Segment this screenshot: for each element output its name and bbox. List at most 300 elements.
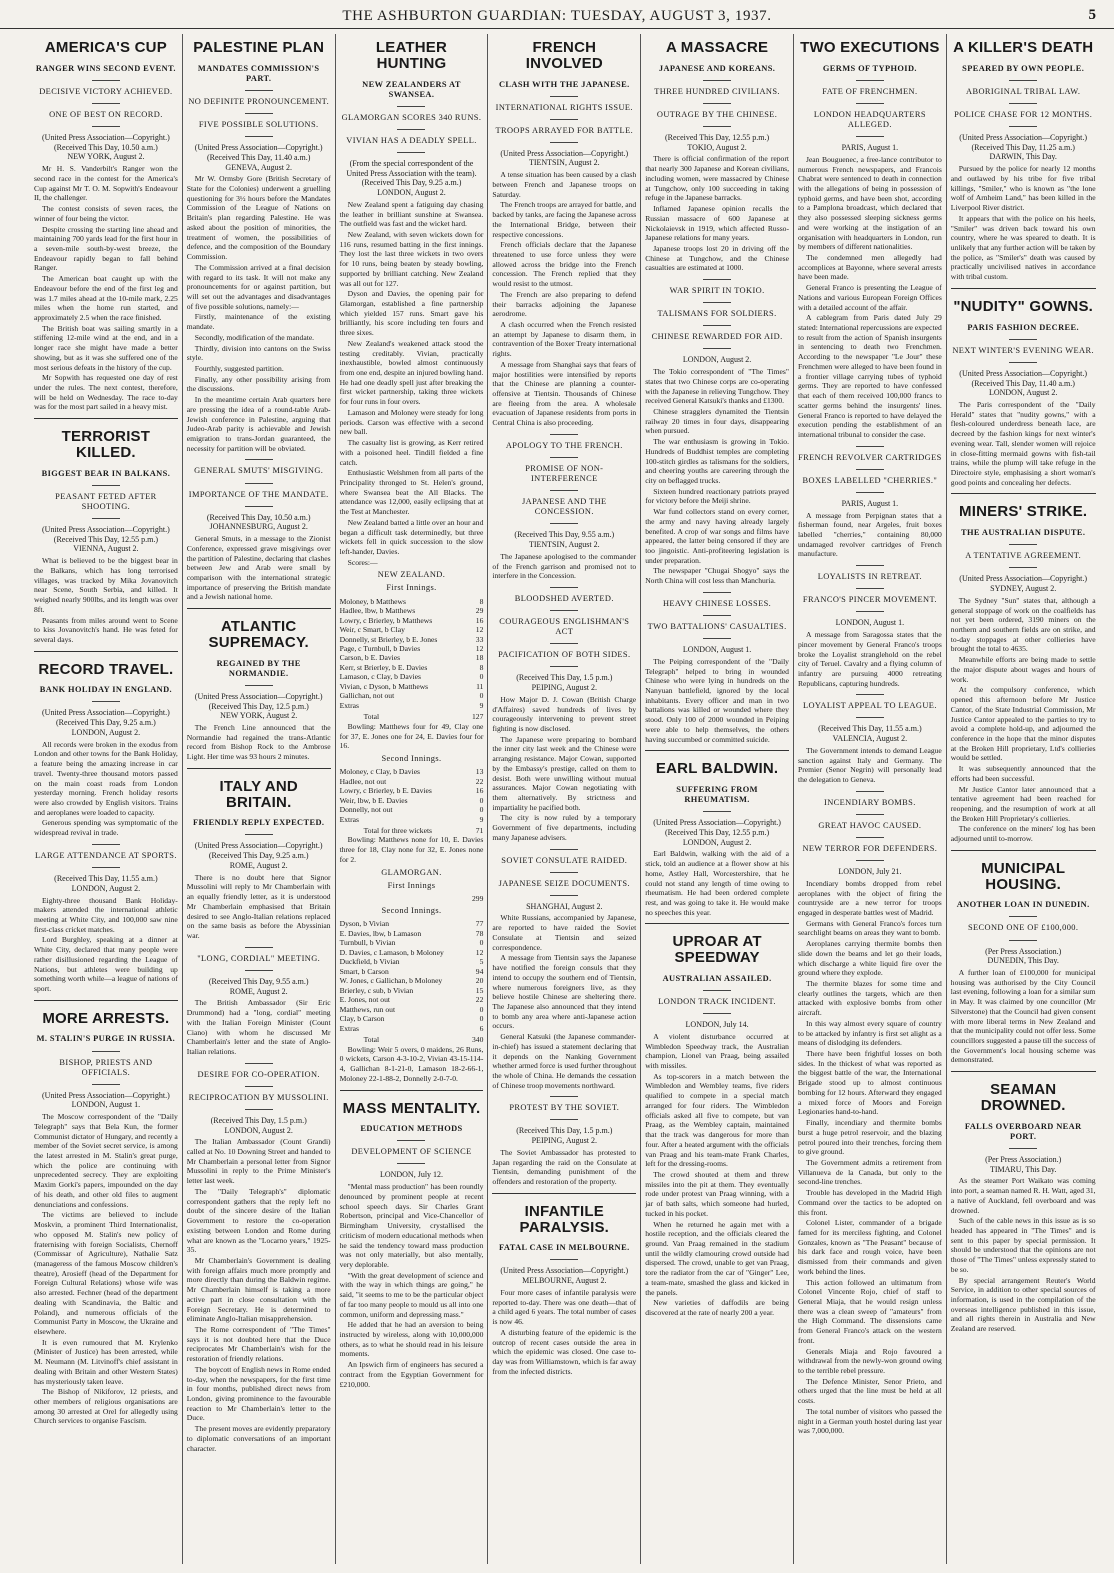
dateline (951, 1155, 1096, 1175)
subheadline: LOYALISTS IN RETREAT. (817, 572, 923, 582)
headline: RECORD TRAVEL. (38, 660, 174, 678)
subheadline: SUFFERING FROM RHEUMATISM. (676, 785, 758, 805)
innings-title: Second Innings. (381, 754, 442, 764)
section-rule (703, 990, 731, 991)
dateline-line: PEIPING, August 2. (531, 1136, 597, 1146)
article (951, 493, 1096, 843)
paragraph: Such of the cable news in this issue as is so headed has appeared in "The Times" and is sent to this paper by special permission. It should be understood that the opinions are not those of "The Times" unless expressly stated to be so. (950, 1216, 1096, 1274)
dateline-line: LONDON, July 14. (685, 1020, 749, 1030)
subheadline: PEASANT FETED AFTER SHOOTING. (55, 491, 157, 511)
runs: 299 (472, 893, 484, 903)
bowling-figures: Bowling: Matthews none for 10, E. Davies three for 18, Clay none for 32, E. Jones none for 2. (339, 835, 484, 864)
paragraph: A message from Perpignan states that a fisherman found, near Argeles, fruit boxes labelled "cherries," containing 80,000 undamaged revolver cartridges of French manufacture. (797, 510, 942, 559)
column (30, 34, 183, 1564)
article-separator (492, 1193, 636, 1194)
paragraph: The Japanese apologised to the commander of the French garrison and promised not to interfere in the Concession. (492, 551, 637, 581)
innings-title: First Innings. (386, 583, 437, 593)
article-body (187, 534, 331, 602)
article-body (187, 723, 331, 762)
article (798, 565, 942, 688)
article-body (340, 200, 484, 1084)
subheadline: FALLS OVERBOARD NEAR PORT. (964, 1121, 1082, 1141)
runs: 11 (476, 681, 484, 691)
paragraph: Mr Chamberlain's Government is dealing with foreign affairs much more promptly and more directly than during the Baldwin regime. Mr Chamberlain himself is taking a more active part in close consultation with the Foreign Secretary. He is determined to eliminate Anglo-Italian misapprehension. (186, 1255, 331, 1324)
runs: 0 (479, 938, 484, 948)
score-line (340, 894, 484, 903)
subheadline: NEW TERROR FOR DEFENDERS. (802, 843, 938, 853)
dateline (645, 355, 789, 365)
dateline (34, 133, 178, 162)
batsman: Lowry, c Brierley, b E. Davies (339, 786, 432, 796)
paragraph: New Zealand, with seven wickets down for 116 runs, resumed batting in the first innings. They lost the last three wickets in two overs for 10 runs, being beaten by steady bowling, supported by brilliant catching. New Zealand was all out for 127. (339, 229, 484, 288)
runs: 0 (479, 691, 484, 701)
article-separator (951, 850, 1096, 851)
section-rule (856, 492, 884, 493)
dateline-line: (United Press Association—Copyright.) (959, 574, 1088, 584)
paragraph: By special arrangement Reuter's World Service, in addition to other special sources of information, is used in the compilation of the overseas intelligence published in this issue, and all rights therein in Australia and New Zealand are reserved. (950, 1275, 1096, 1334)
subheadline: RANGER WINS SECOND EVENT. (35, 63, 176, 73)
score-line (340, 597, 484, 606)
section-rule (550, 666, 578, 667)
paragraph: This action followed an ultimatum from Colonel Vincente Rojo, chief of staff to General Miaja, that he would resign unless there was a clean sweep of "amateurs" from the High Command. The dissensions came from General Franco's attack on the western front. (797, 1277, 942, 1345)
article (645, 279, 789, 586)
section-rule (92, 518, 120, 519)
paragraph: Mr Justice Cantor later announced that a tentative agreement had been reached for reopening, and the resumption of work at all the Broken Hill Proprietary's collieries. (950, 784, 1096, 823)
dateline-line: (United Press Association—Copyright.) (194, 691, 323, 701)
dateline-line: JOHANNESBURG, August 2. (209, 522, 308, 532)
paragraph: The British boat was sailing smartly in a stiffening 12-mile wind at the end, and in a longer race she might have made a better showing, but as it was she suffered one of the most serious defeats in the history of the cup. (34, 323, 178, 372)
section-rule (703, 615, 731, 616)
dateline (798, 724, 942, 744)
section-rule (1009, 940, 1037, 941)
paragraph: It was subsequently announced that the efforts had been successful. (950, 764, 1096, 783)
subheadline: NEXT WINTER'S EVENING WEAR. (952, 345, 1094, 355)
article-body (951, 968, 1096, 1065)
dateline-line: (Received This Day, 11.55 a.m.) (54, 874, 158, 883)
subheadline: CLASH WITH THE JAPANESE. (498, 79, 630, 89)
dateline (951, 133, 1096, 162)
score-line (340, 995, 484, 1004)
subheadline: GLAMORGAN SCORES 340 RUNS. (341, 112, 482, 122)
paragraph: A disturbing feature of the epidemic is the outcrop of recent cases outside the area in which the epidemic was closed. One case to-day was from Williamstown, which is far away from the infected districts. (492, 1327, 637, 1376)
paragraph: The Moscow correspondent of the "Daily Telegraph" says that Bela Kun, the former Communist dictator of Hungary, and recently a member of the Soviet secret service, is among the latest arrested in M. Stalin's great purge, which the police are continuing with unprecedented secrecy. They are exploiting Maxim Gorki's papers, impounded on the day of his death, and other old files to augment denunciations and confessions. (34, 1112, 178, 1209)
runs: 16 (475, 786, 484, 796)
subheadline: GERMS OF TYPHOID. (822, 63, 917, 73)
score-line (340, 701, 484, 710)
section-rule (550, 895, 578, 896)
dateline-line: TIMARU, This Day. (989, 1164, 1057, 1174)
dateline (340, 1170, 484, 1180)
total-label: Total (363, 1035, 380, 1045)
paragraph: Sixteen hundred reactionary patriots prayed for victory before the Meiji shrine. (645, 486, 789, 506)
score-line (340, 672, 484, 681)
paragraph: Thirdly, division into cantons on the Swiss style. (186, 343, 331, 363)
score-line (340, 691, 484, 700)
batsman: Lowry, c Brierley, b Matthews (339, 615, 433, 625)
dateline (187, 143, 331, 172)
dateline-line: (United Press Association—Copyright.) (500, 1266, 629, 1276)
section-rule (550, 1119, 578, 1120)
score-total (340, 826, 484, 835)
score-line (340, 625, 484, 634)
subheadline: COURAGEOUS ENGLISHMAN'S ACT (499, 617, 630, 637)
score-line (340, 777, 484, 786)
article-body (34, 1112, 178, 1426)
paragraph: The present moves are evidently preparatory to diplomatic conversations of an important character. (186, 1424, 331, 1453)
paragraph: In this way almost every square of country to be attacked by infantry is first set alight as a means of dislodging its defenders. (797, 1018, 942, 1048)
article (492, 1193, 636, 1377)
masthead (0, 6, 1114, 29)
paragraph: "With the great development of science and with the way in which things are going," he said, "it seems to me to be the particular object of far too many people to mould us all into one common, uniform and depressing mass." (339, 1270, 484, 1319)
section-rule (92, 1084, 120, 1085)
article-body (492, 695, 636, 843)
headline: UPROAR AT SPEEDWAY (672, 933, 762, 967)
paragraph: Meanwhile efforts are being made to settle the major dispute about wages and hours of work. (950, 655, 1096, 684)
dateline-line: (Received This Day, 1.5 p.m.) (516, 1126, 613, 1136)
score-line (340, 606, 484, 615)
subheadline: TWO BATTALIONS' CASUALTIES. (647, 621, 787, 631)
section-rule (245, 1063, 273, 1064)
article (492, 587, 636, 843)
dateline-line: TIENTSIN, August 2. (528, 540, 600, 550)
paragraph: As top-scorers in a match between the Wimbledon and Wembley teams, five riders qualified to compete in a special match arranged for four riders. The Wimbledon officials asked all five to compete, but van Praag, as the Wembley captain, maintained that the track was dangerous for more than four. After a heated argument with the officials van Praag and his team-mate Frank Charles, left for the dressing-rooms. (645, 1071, 789, 1169)
dateline (951, 947, 1096, 967)
paragraph: Inflamed Japanese opinion recalls the Russian massacre of 600 Japanese at Nickolaievsk in 1919, which affected Russo-Japanese relations for many years. (645, 204, 789, 243)
section-rule (856, 717, 884, 718)
section-rule (550, 643, 578, 644)
article-body (798, 746, 942, 785)
dateline-line: LONDON, August 1. (682, 645, 752, 655)
section-rule (703, 126, 731, 127)
paragraph: The Italian Ambassador (Count Grandi) called at No. 10 Downing Street and handed to Mr Chamberlain a personal letter from Signor Mussolini in reply to the Prime Minister's letter last week. (186, 1137, 331, 1186)
subheadline: DEVELOPMENT OF SCIENCE (351, 1147, 472, 1157)
paragraph: He added that he had an aversion to being instructed by wireless, along with 10,000,000 others, as to what he should read in his leisure moments. (339, 1320, 484, 1359)
dateline (645, 1020, 789, 1030)
paragraph: The "Daily Telegraph's" diplomatic correspondent gathers that the reply left no doubt of the sincere desire of the Italian Government to restore the co-operation existing between London and Rome during what are known as the "Locarno years," 1925-35. (186, 1186, 331, 1255)
paragraph: The Government admits a retirement from Villanueva de la Canada, but only to the second-line trenches. (797, 1157, 942, 1187)
dateline (34, 708, 178, 737)
section-rule (856, 611, 884, 612)
subheadline: BISHOP, PRIESTS AND OFFICIALS. (59, 1057, 153, 1077)
masthead-title: THE ASHBURTON GUARDIAN: TUESDAY, AUGUST 3, 1937. (342, 8, 772, 24)
dateline (34, 874, 178, 894)
paragraph: The Bishop of Nikiforov, 12 priests, and other members of religious organisations are among 30 arrested at Orel for allegedly using Church services to organise Fascism. (34, 1387, 178, 1426)
paragraph: A message from Saragossa states that the pincer movement by General Franco's troops broke the Loyalist stranglehold on the rebel city of Teruel. Cavalry and a flying column of infantry are pursuing 4000 retreating Republicans, capturing hundreds. (797, 630, 942, 688)
section-rule (245, 90, 273, 91)
dateline-line: SHANGHAI, August 2. (526, 901, 603, 911)
section-rule (245, 970, 273, 971)
subheadline: TROOPS ARRAYED FOR BATTLE. (495, 125, 634, 135)
paragraph: What is believed to be the biggest bear in the Balkans, which has long terrorised villages, was tracked by Mika Jovanovitch near Scene, South Serbia, and killed. It weighed nearly 900lbs, and its length was over 8ft. (34, 556, 178, 614)
total-runs: 71 (475, 826, 484, 835)
total-runs: 127 (472, 712, 484, 722)
section-rule (1009, 362, 1037, 363)
article-body (492, 913, 636, 1090)
paragraph: Finally, incendiary and thermite bombs burst a huge petrol reservoir, and the blazing petrol poured into their trenches, forcing them to give ground. (797, 1118, 942, 1157)
article (492, 849, 636, 1091)
batsman: Page, c Turnbull, b Davies (339, 643, 421, 653)
dateline-line: VIENNA, August 2. (73, 544, 139, 554)
total-label: Total (363, 712, 380, 722)
score-line (340, 635, 484, 644)
section-rule (856, 837, 884, 838)
subheadline: PARIS FASHION DECREE. (967, 322, 1079, 332)
paragraph: The city is now ruled by a temporary Government of five departments, including many Japanese advisers. (492, 813, 637, 842)
score-line (340, 986, 484, 995)
subheadline: HEAVY CHINESE LOSSES. (662, 598, 772, 608)
section-rule (1009, 916, 1037, 917)
article-body (798, 630, 942, 688)
section-rule (856, 565, 884, 566)
paragraph: A message from Shanghai says that fears of major hostilities were intensified by reports that the Chinese are planning a counter-offensive at Tientsin. Thousands of Chinese are fleeing from the area. A wholesale evacuation of Japanese residents from ports in Central China is also proceeding. (492, 359, 637, 428)
dateline-line: LONDON, August 2. (224, 1125, 293, 1135)
section-rule (397, 129, 425, 130)
subheadline: VIVIAN HAS A DEADLY SPELL. (346, 135, 477, 145)
subheadline: JAPANESE SEIZE DOCUMENTS. (498, 878, 630, 888)
innings-title: First Innings (387, 880, 436, 890)
section-rule (703, 348, 731, 349)
subheadline: DESIRE FOR CO-OPERATION. (197, 1069, 320, 1079)
total-label: Total for three wickets (363, 826, 433, 835)
dateline-line: ROME, August 2. (229, 986, 288, 996)
dateline-line: (Received This Day, 12.5 p.m.) (208, 701, 309, 711)
article-body (492, 170, 636, 428)
runs: 94 (475, 966, 484, 976)
dateline (187, 841, 331, 870)
section-rule (92, 701, 120, 702)
section-rule (550, 457, 578, 458)
dateline-line: LONDON, August 2. (682, 355, 752, 365)
runs: 0 (479, 1004, 484, 1014)
runs: 9 (479, 700, 484, 710)
dateline (492, 530, 636, 550)
column (336, 34, 489, 1564)
paragraph: The conference on the miners' log has been adjourned until to-morrow. (950, 824, 1096, 844)
section-rule (92, 1051, 120, 1052)
dateline-line: (Received This Day, 11.55 a.m.) (818, 724, 922, 734)
dateline (798, 867, 942, 877)
subheadline: LONDON TRACK INCIDENT. (658, 997, 776, 1007)
section-rule (245, 113, 273, 114)
section-rule (703, 1013, 731, 1014)
article (645, 592, 789, 744)
article (492, 434, 636, 581)
dateline-line: LONDON, August 2. (988, 388, 1058, 398)
dateline (492, 149, 636, 169)
paragraph: Japanese troops lost 20 in driving off the Chinese at Tungchow, and the Chinese casualties are estimated at 1000. (645, 243, 789, 273)
headline: A MASSACRE (665, 39, 769, 56)
section-rule (550, 872, 578, 873)
subheadline: APOLOGY TO THE FRENCH. (505, 440, 623, 450)
article (798, 791, 942, 1436)
dateline-line: (Received This Day, 11.40 a.m.) (206, 152, 311, 162)
section-rule (1009, 103, 1037, 104)
batsman: Moloney, b Matthews (339, 596, 406, 606)
score-line (340, 805, 484, 814)
section-rule (1009, 1148, 1037, 1149)
subheadline: PACIFICATION OF BOTH SIDES. (498, 650, 631, 660)
paragraph: The thermite blazes for some time and clearly outlines the targets, which are then attacked with explosive bombs from other aircraft. (797, 979, 942, 1018)
paragraph: The French are also preparing to defend their barracks adjoining the Japanese aerodrome. (492, 289, 637, 319)
batsman: Donnelly, st Brierley, b E. Jones (339, 634, 438, 644)
article (645, 40, 789, 273)
section-rule (92, 844, 120, 845)
paragraph: General Franco is presenting the League of Nations and various European Foreign Offices with a detailed account of the affair. (797, 283, 942, 312)
subheadline: LARGE ATTENDANCE AT SPORTS. (34, 850, 177, 860)
paragraph: French officials declare that the Japanese threatened to use force unless they were allowed across the bridge into the French concession. The French replied that they would resist to the utmost. (492, 240, 637, 289)
paragraph: Finally, any other possibility arising from the discussions. (186, 374, 331, 394)
dateline (187, 1116, 331, 1136)
section-rule (397, 152, 425, 153)
batsman: Donnelly, not out (339, 805, 393, 815)
dateline (645, 133, 789, 153)
paragraph: In the meantime certain Arab quarters here are pressing the idea of a round-table Arab-Jewish conference in Palestine, arguing that Judeo-Arab parity is achievable and Jewish emigration to trans-Jordan guaranteed, the necessity for partition will be obviated. (186, 395, 331, 453)
headline: "NUDITY" GOWNS. (953, 297, 1094, 315)
article-separator (34, 651, 178, 652)
dateline-line: (United Press Association—Copyright.) (42, 524, 170, 534)
bowling-figures: Bowling: Matthews four for 49, Clay one for 37, E. Jones one for 24, E. Davies four for 16. (339, 721, 484, 751)
page-number: 5 (1088, 7, 1096, 23)
article-body (187, 174, 331, 453)
runs: 77 (475, 919, 484, 929)
dateline-line: LONDON, July 12. (379, 1170, 444, 1180)
score-line (340, 616, 484, 625)
article-body (187, 873, 331, 941)
subheadline: IMPORTANCE OF THE MANDATE. (188, 489, 329, 499)
section-rule (92, 867, 120, 868)
subheadline: FRIENDLY REPLY EXPECTED. (192, 818, 325, 828)
runs: 33 (475, 634, 484, 644)
paragraph: There is no doubt here that Signor Mussolini will reply to Mr Chamberlain with an equally friendly letter, as it is understood Mr Chamberlain emphasised that Britain desired to see Anglo-Italian relations replaced on the same basis as before the Abyssinian war. (186, 872, 331, 941)
headline: ATLANTIC SUPREMACY. (208, 618, 309, 651)
runs: 29 (475, 606, 484, 616)
score-line (340, 957, 484, 966)
subheadline: INTERNATIONAL RIGHTS ISSUE. (495, 102, 633, 112)
dateline (798, 618, 942, 628)
article-body (951, 596, 1096, 844)
dateline (187, 513, 331, 533)
headline: MINERS' STRIKE. (959, 503, 1088, 521)
article-separator (187, 768, 331, 769)
headline: TWO EXECUTIONS (800, 39, 940, 56)
article-separator (645, 750, 789, 751)
subheadline: ABORIGINAL TRIBAL LAW. (966, 86, 1081, 96)
section-rule (245, 483, 273, 484)
paragraph: General Smuts, in a message to the Zionist Conference, expressed grave misgivings over the partition of Palestine, declaring that clashes between Jew and Arab were small by comparison with the international strategic importance of preserving the British mandate and a Jewish national home. (186, 534, 331, 602)
runs: 12 (475, 947, 484, 957)
paragraph: Pursued by the police for nearly 12 months and outlawed by his tribe for five tribal killings, "Smiler," who is known as "the lone wolf of Arnheim Land," has been killed in the Liverpool River district. (950, 164, 1096, 213)
score-line (340, 682, 484, 691)
subheadline: POLICE CHASE FOR 12 MONTHS. (954, 109, 1093, 119)
paragraph: As the steamer Port Waikato was coming into port, a seaman named R. H. Watt, aged 31, a native of Auckland, fell overboard and was drowned. (950, 1176, 1096, 1215)
article-body (340, 1182, 484, 1389)
dateline-line: DUNEDIN, This Day. (987, 956, 1059, 966)
paragraph: Generous spending was symptomatic of the widespread revival in trade. (34, 818, 178, 838)
article (34, 1000, 178, 1426)
article (951, 1071, 1096, 1334)
runs: 15 (475, 985, 484, 995)
section-rule (245, 136, 273, 137)
dateline-line: DARWIN, This Day. (989, 152, 1057, 162)
paragraph: The war enthusiasm is growing in Tokio. Hundreds of Buddhist temples are completing 100-stitch girdles as talismans for the soldiers, and cheering youths are careering through the city on beflagged trucks. (645, 437, 789, 485)
paragraph: New Zealand's weakened attack stood the testing creditably. Vivian, practically inexhaustible, bowled almost continuously from one end, despite an injured bowling hand. He had one deadly spell just after breaking the first wicket partnership, taking three wickets for four runs in four overs. (339, 338, 484, 407)
dateline (187, 692, 331, 721)
dateline (798, 499, 942, 509)
score-line (340, 967, 484, 976)
paragraph: General Katsuki (the Japanese commander-in-chief) has issued a statement declaring that it depends on the Nanking Government whether armed force is used further throughout the whole of China. He demands the cessation of Chinese troop movements northward. (492, 1032, 637, 1090)
headline: MORE ARRESTS. (42, 1009, 170, 1027)
paragraph: Mr Sopwith has requested one day of rest under the rules. The next contest, therefore, will be held on Wednesday. The race to-day was for the most part sailed in a heavy mist. (34, 373, 178, 412)
paragraph: The casualty list is growing, as Kerr retired with a poisoned heel. Tindill fielded a fine catch. (339, 438, 484, 467)
batsman: Extras (339, 700, 359, 710)
dateline-line: LONDON, August 1. (71, 1100, 141, 1110)
paragraph: Lamason and Moloney were steady for long periods. Carson was effective with a second new ball. (339, 407, 484, 437)
article-body (492, 1148, 636, 1187)
dateline-line: (United Press Association—Copyright.) (653, 818, 781, 828)
paragraph: The British Ambassador (Sir Eric Drummond) had a "long, cordial" meeting with the Italian Foreign Minister (Count Ciano) with whom he discussed Mr Chamberlain's letter and the state of Anglo-Italian relations. (186, 998, 331, 1056)
article-body (951, 164, 1096, 282)
score-line (340, 976, 484, 985)
dateline-line: (United Press Association—Copyright.) (194, 143, 323, 153)
dateline-line: (From the special correspondent of the United Press Association with the team). (346, 158, 477, 178)
subheadline: EDUCATION METHODS (360, 1124, 463, 1134)
paragraph: The Peiping correspondent of the "Daily Telegraph" helped to bring in wounded Chinese who were lying in hundreds on the Nanyuan battlefield, ignored by the local inhabitants. Every officer and man in two battalions was killed or wounded where they stood. Only 100 of 2000 wounded in Peiping were able to help themselves, the others having succumbed or committed suicide. (645, 656, 789, 744)
section-rule (245, 506, 273, 507)
subheadline: ONE OF BEST ON RECORD. (49, 109, 163, 119)
article (492, 1096, 636, 1186)
section-rule (92, 126, 120, 127)
dateline (34, 525, 178, 554)
subheadline: CHINESE REWARDED FOR AID. (651, 332, 783, 342)
section-rule (1009, 339, 1037, 340)
subheadline: BOXES LABELLED "CHERRIES." (802, 475, 938, 485)
section-rule (550, 523, 578, 524)
section-rule (856, 469, 884, 470)
paragraph: Eighty-three thousand Bank Holiday-makers attended the international athletic meeting at White City, and 100,000 saw nine first-class cricket matches. (34, 895, 178, 934)
section-rule (550, 1259, 578, 1260)
dateline-line: PARIS, August 1. (841, 498, 899, 508)
batsman: Gallichan, not out (339, 691, 395, 701)
section-rule (703, 592, 731, 593)
subheadline: INCENDIARY BOMBS. (824, 797, 916, 807)
runs: 8 (479, 662, 484, 672)
subheadline: PROMISE OF NON-INTERFERENCE (525, 464, 604, 484)
dateline-line: (Received This Day, 9.25 a.m.) (361, 178, 462, 188)
subheadline: JAPANESE AND KOREANS. (658, 63, 776, 73)
subheadline: FRANCO'S PINCER MOVEMENT. (802, 595, 937, 605)
section-rule (703, 302, 731, 303)
section-rule (856, 446, 884, 447)
dateline-line: (Received This Day, 1.5 p.m.) (516, 673, 613, 683)
section-rule (856, 588, 884, 589)
section-rule (856, 791, 884, 792)
dateline-line: (Received This Day, 9.55 a.m.) (514, 530, 615, 540)
dateline-line: PEIPING, August 2. (531, 683, 597, 693)
article-separator (951, 493, 1096, 494)
batsman: Vivian, c Dyson, b Matthews (339, 681, 429, 691)
runs: 5 (479, 957, 484, 967)
score-line (340, 948, 484, 957)
score-line (340, 815, 484, 824)
paragraph: Enthusiastic Welshmen from all parts of the Principality thronged to St. Helen's ground, where Swansea beat the All Blacks. The attendance was 12,000, easily eclipsing that at the Test at Manchester. (339, 468, 484, 517)
dateline-line: SYDNEY, August 2. (990, 584, 1057, 594)
section-rule (856, 814, 884, 815)
article (951, 288, 1096, 488)
dateline-line: VALENCIA, August 2. (832, 734, 908, 744)
dateline-line: (United Press Association—Copyright.) (500, 148, 629, 158)
dateline-line: LONDON, August 2. (682, 837, 752, 847)
subheadline: WAR SPIRIT IN TOKIO. (669, 286, 765, 296)
